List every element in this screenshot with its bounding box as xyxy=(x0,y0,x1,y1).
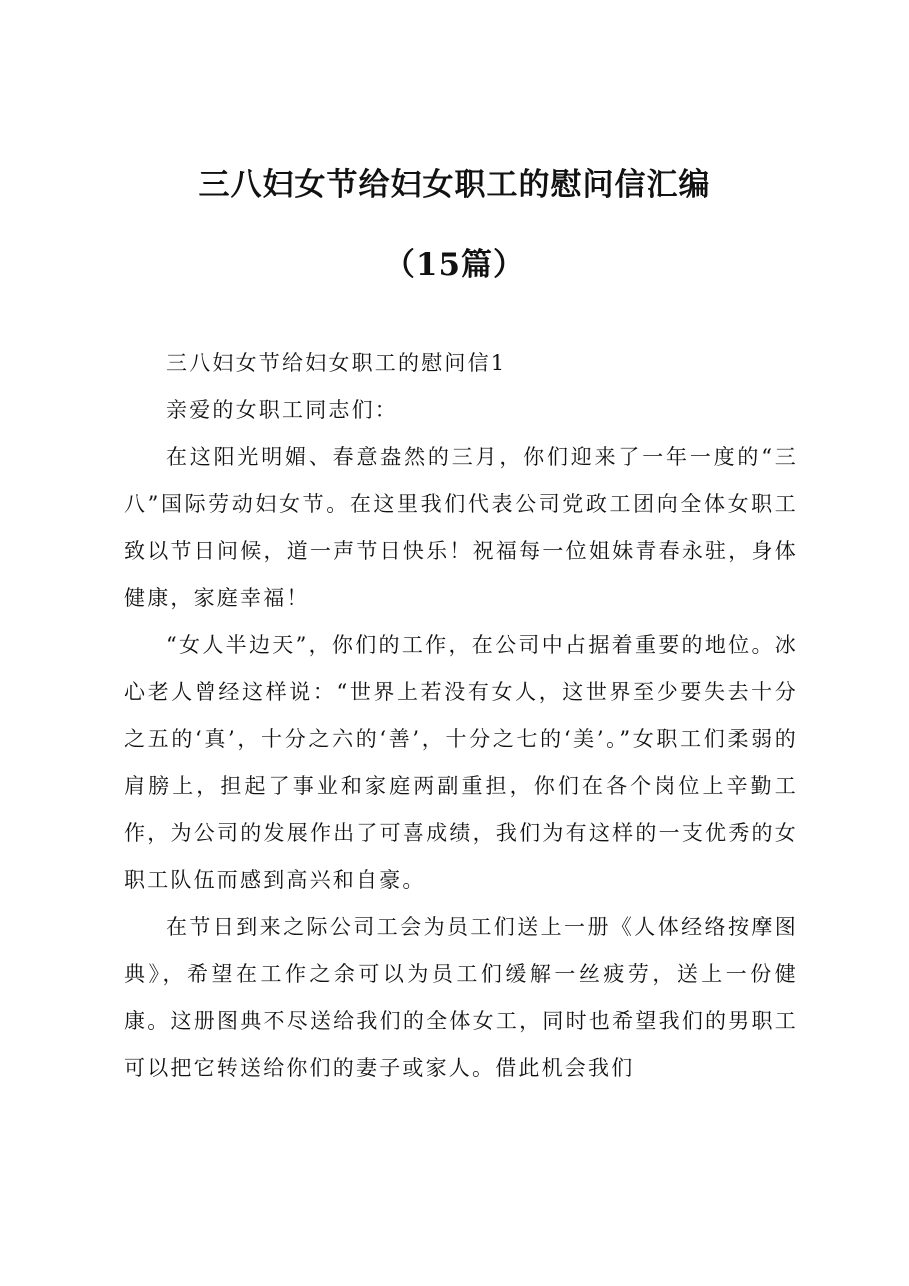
salutation: 亲爱的女职工同志们： xyxy=(166,398,398,422)
paragraph: “女人半边天”，你们的工作，在公司中占据着重要的地位。冰心老人曾经这样说：“世界上若没有女人，这世界至少要失去十分之五的‘真’，十分之六的‘善’，十分之七的‘美’。”女职工们柔弱的肩膀上，担起了事业和家庭两副重担，你们在各个岗位上辛勤工作，为公司的发展作出了可喜成绩，我们为有这样的一支优秀的女职工队伍而感到高兴和自豪。 xyxy=(124,633,798,892)
paragraph: 在这阳光明媚、春意盎然的三月，你们迎来了一年一度的“三八”国际劳动妇女节。在这里我们代表公司党政工团向全体女职工致以节日问候，道一声节日快乐！祝福每一位姐妹青春永驻，身体健康，家庭幸福！ xyxy=(124,445,798,610)
letter-body xyxy=(124,340,798,1092)
document-subtitle: （15篇） xyxy=(383,247,526,283)
section-heading: 三八妇女节给妇女职工的慰问信1 xyxy=(166,351,507,375)
paragraph: 在节日到来之际公司工会为员工们送上一册《人体经络按摩图典》，希望在工作之余可以为员工们缓解一丝疲劳，送上一份健康。这册图典不尽送给我们的全体女工，同时也希望我们的男职工可以把它转送给你们的妻子或家人。借此机会我们 xyxy=(124,915,798,1080)
document-title: 三八妇女节给妇女职工的慰问信汇编 xyxy=(198,167,711,203)
